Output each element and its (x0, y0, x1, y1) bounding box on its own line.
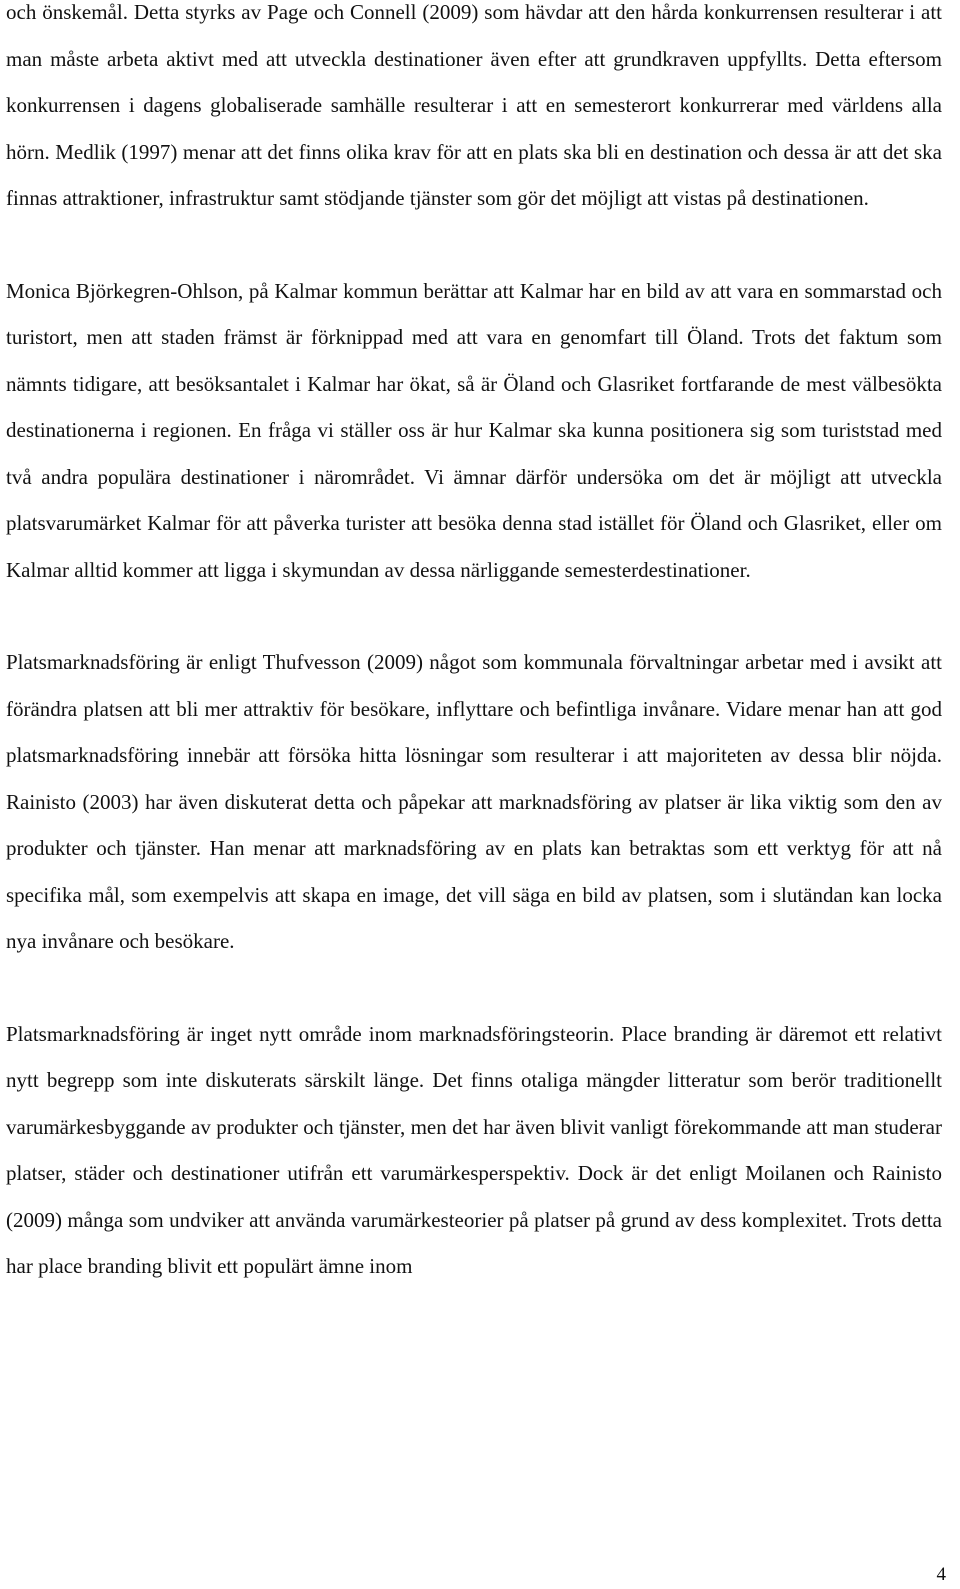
page-number: 4 (936, 1564, 946, 1585)
paragraph-3: Platsmarknadsföring är enligt Thufvesson (2009) något som kommunala förvaltningar arbetar med i avsikt att förändra platsen att bli mer attraktiv för besökare, inflyttare och befintliga invånare. Vidare menar han att god platsmarknadsföring innebär att försöka hitta lösningar som resulterar i att majoriteten av dessa blir nöjda. Rainisto (2003) har även diskuterat detta och påpekar att marknadsföring av platser är lika viktig som den av produkter och tjänster. Han menar att marknadsföring av en plats kan betraktas som ett verktyg för att nå specifika mål, som exempelvis att skapa en image, det vill säga en bild av platsen, som i slutändan kan locka nya invånare och besökare. (6, 650, 942, 953)
paragraph-1: och önskemål. Detta styrks av Page och Connell (2009) som hävdar att den hårda konkurrensen resulterar i att man måste arbeta aktivt med att utveckla destinationer även efter att grundkraven uppfyllts. Detta eftersom konkurrensen i dagens globaliserade samhälle resulterar i att en semesterort konkurrerar med världens alla hörn. Medlik (1997) menar att det finns olika krav för att en plats ska bli en destination och dessa är att det ska finnas attraktioner, infrastruktur samt stödjande tjänster som gör det möjligt att vistas på destinationen. (6, 0, 942, 210)
paragraph-2: Monica Björkegren-Ohlson, på Kalmar kommun berättar att Kalmar har en bild av att vara en sommarstad och turistort, men att staden främst är förknippad med att vara en genomfart till Öland. Trots det faktum som nämnts tidigare, att besöksantalet i Kalmar har ökat, så är Öland och Glasriket fortfarande de mest välbesökta destinationerna i regionen. En fråga vi ställer oss är hur Kalmar ska kunna positionera sig som turiststad med två andra populära destinationer i närområdet. Vi ämnar därför undersöka om det är möjligt att utveckla platsvarumärket Kalmar för att påverka turister att besöka denna stad istället för Öland och Glasriket, eller om Kalmar alltid kommer att ligga i skymundan av dessa närliggande semesterdestinationer. (6, 278, 942, 582)
document-page (6, 0, 942, 1290)
paragraph-4: Platsmarknadsföring är inget nytt område inom marknadsföringsteorin. Place branding är däremot ett relativt nytt begrepp som inte diskuterats särskilt länge. Det finns otaliga mängder litteratur som berör traditionellt varumärkesbyggande av produkter och tjänster, men det har även blivit vanligt förekommande att man studerar platser, städer och destinationer utifrån ett varumärkesperspektiv. Dock är det enligt Moilanen och Rainisto (2009) många som undviker att använda varumärkesteorier på platser på grund av dess komplexitet. Trots detta har place branding blivit ett populärt ämne inom (6, 1021, 942, 1278)
